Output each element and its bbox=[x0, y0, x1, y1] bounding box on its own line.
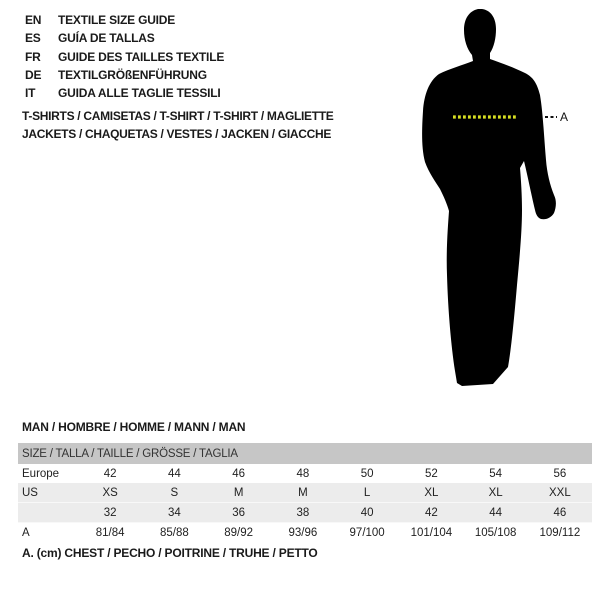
language-row-es bbox=[25, 29, 224, 47]
table-cell: 46 bbox=[232, 467, 246, 480]
table-cell: 44 bbox=[167, 467, 181, 480]
language-code: EN bbox=[25, 13, 42, 27]
table-cell: M bbox=[207, 483, 271, 503]
size-table-header: SIZE / TALLA / TAILLE / GRÖSSE / TAGLIA bbox=[18, 443, 592, 464]
table-cell: XS bbox=[78, 483, 142, 503]
language-label: TEXTILE SIZE GUIDE bbox=[58, 13, 176, 27]
row-label: A bbox=[22, 526, 30, 539]
language-code: ES bbox=[25, 31, 41, 46]
table-cell: 85/88 bbox=[159, 526, 189, 539]
table-cell: 44 bbox=[464, 503, 528, 523]
category-line-tshirts: T-SHIRTS / CAMISETAS / T-SHIRT / T-SHIRT / MAGLIETTE bbox=[22, 109, 334, 123]
language-list bbox=[25, 11, 224, 102]
table-row-chest-cm bbox=[18, 523, 592, 543]
table-cell: XXL bbox=[528, 483, 592, 503]
table-row-europe bbox=[18, 464, 592, 483]
language-row-en bbox=[25, 11, 224, 29]
language-row-de bbox=[25, 66, 224, 84]
chest-measure-footnote: A. (cm) CHEST / PECHO / POITRINE / TRUHE / PETTO bbox=[22, 546, 318, 560]
table-cell: 81/84 bbox=[95, 526, 125, 539]
language-code: DE bbox=[25, 67, 42, 82]
table-cell: XL bbox=[464, 483, 528, 503]
table-row-us bbox=[18, 483, 592, 503]
size-table-header-row bbox=[18, 443, 592, 464]
language-label: TEXTILGRÖßENFÜHRUNG bbox=[58, 67, 207, 82]
table-cell: 52 bbox=[424, 467, 438, 480]
row-label bbox=[18, 503, 78, 523]
table-cell: 40 bbox=[335, 503, 399, 523]
table-cell: 48 bbox=[296, 467, 310, 480]
language-row-it bbox=[25, 84, 224, 102]
table-cell: 46 bbox=[528, 503, 592, 523]
chest-marker-label: A bbox=[560, 110, 569, 124]
table-cell: L bbox=[335, 483, 399, 503]
table-cell: 97/100 bbox=[349, 526, 385, 539]
garment-categories bbox=[22, 108, 334, 143]
language-label: GUIDE DES TAILLES TEXTILE bbox=[58, 49, 225, 64]
table-row-us-numeric bbox=[18, 503, 592, 523]
table-cell: 101/104 bbox=[410, 526, 453, 539]
language-code: FR bbox=[25, 49, 41, 64]
section-title-man: MAN / HOMBRE / HOMME / MANN / MAN bbox=[22, 420, 246, 434]
man-silhouette bbox=[422, 9, 556, 386]
size-table bbox=[18, 443, 592, 542]
table-cell: 32 bbox=[78, 503, 142, 523]
table-cell: 34 bbox=[142, 503, 206, 523]
category-line-jackets: JACKETS / CHAQUETAS / VESTES / JACKEN / GIACCHE bbox=[22, 126, 332, 141]
table-cell: 93/96 bbox=[288, 526, 318, 539]
table-cell: 38 bbox=[271, 503, 335, 523]
table-cell: S bbox=[142, 483, 206, 503]
man-silhouette-figure bbox=[405, 5, 580, 390]
table-cell: M bbox=[271, 483, 335, 503]
table-cell: 56 bbox=[553, 467, 567, 480]
table-cell: 89/92 bbox=[224, 526, 254, 539]
language-row-fr bbox=[25, 48, 224, 66]
table-cell: XL bbox=[399, 483, 463, 503]
table-cell: 54 bbox=[489, 467, 503, 480]
language-label: GUIDA ALLE TAGLIE TESSILI bbox=[58, 86, 221, 101]
table-cell: 42 bbox=[399, 503, 463, 523]
table-cell: 105/108 bbox=[474, 526, 517, 539]
table-cell: 36 bbox=[207, 503, 271, 523]
row-label: US bbox=[18, 483, 78, 503]
table-cell: 42 bbox=[103, 467, 117, 480]
row-label: Europe bbox=[22, 467, 60, 480]
language-label: GUÍA DE TALLAS bbox=[58, 31, 155, 46]
table-cell: 109/112 bbox=[539, 526, 581, 539]
language-code: IT bbox=[25, 86, 36, 101]
table-cell: 50 bbox=[360, 467, 374, 480]
